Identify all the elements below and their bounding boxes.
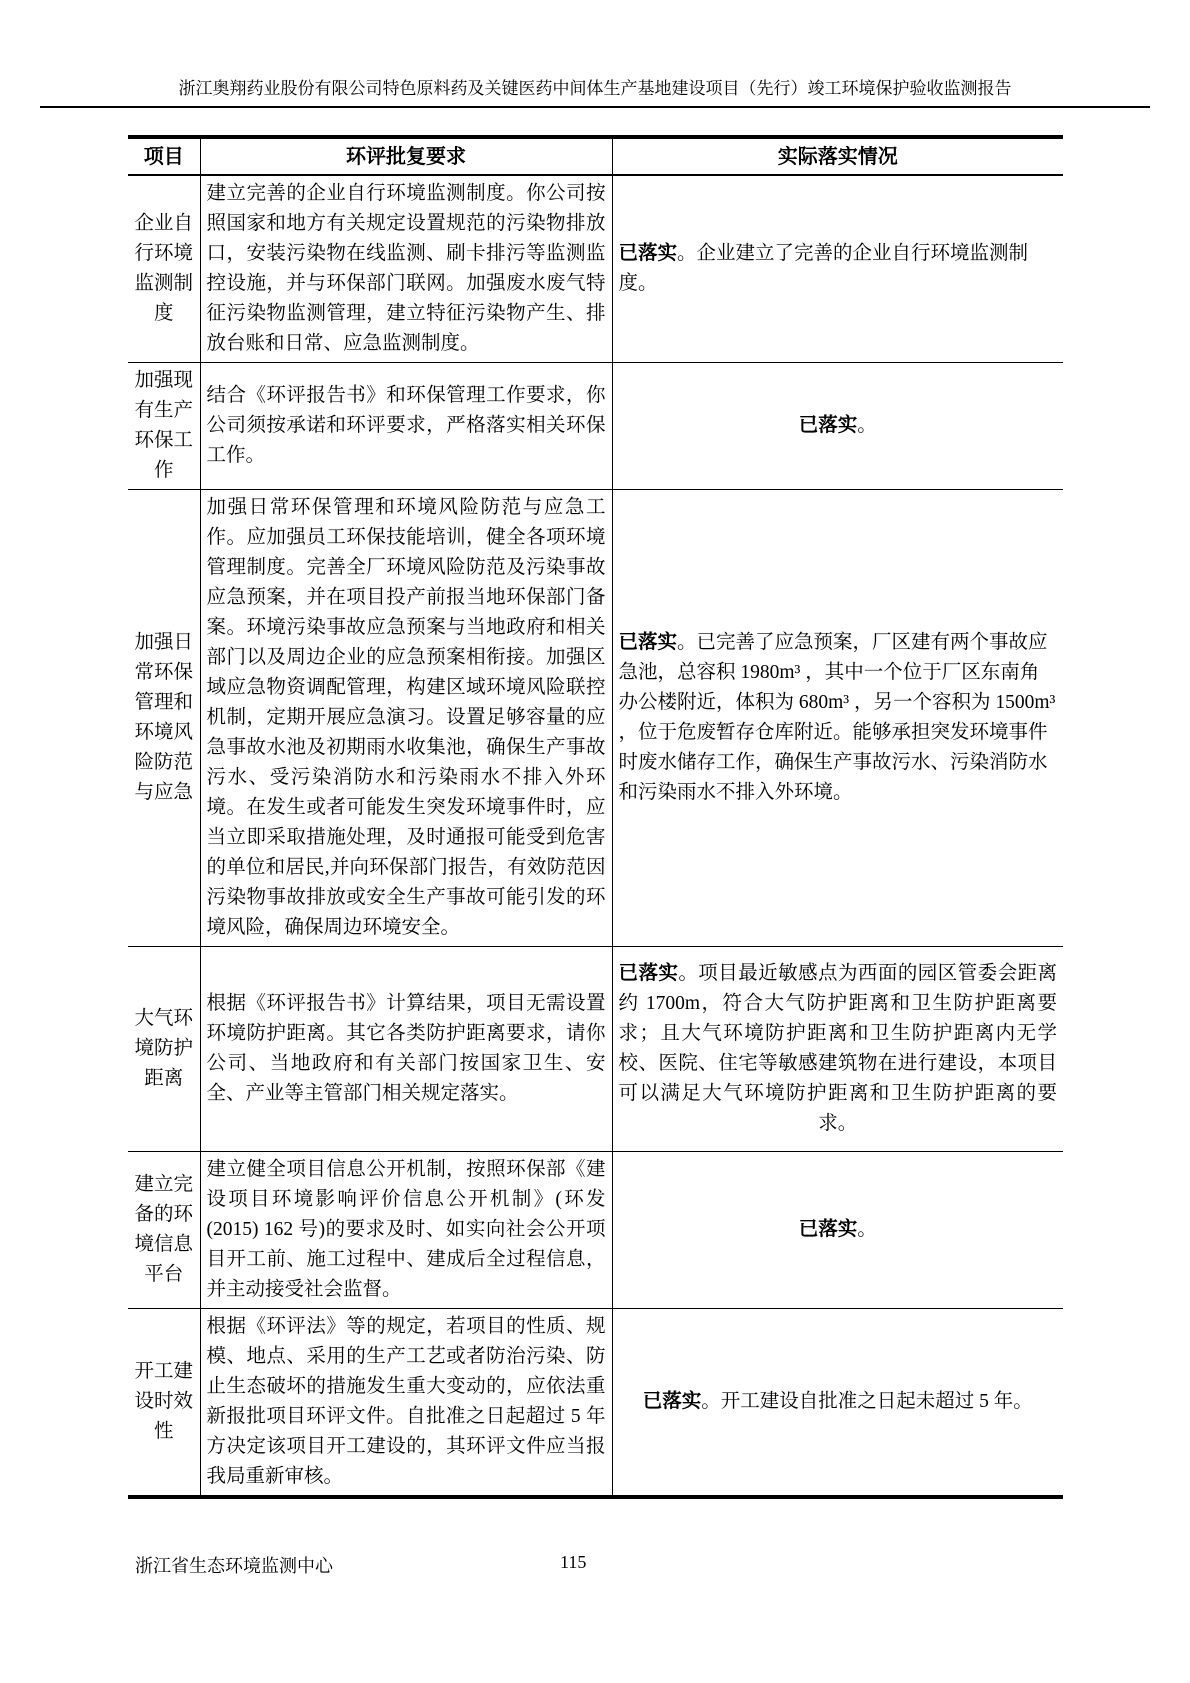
item-cell: 大气环境防护距离 [128, 947, 200, 1152]
status-cell [612, 490, 1063, 947]
table-row-risk-prevention-emergency [128, 490, 1063, 947]
status-cell [612, 1152, 1063, 1309]
page-number: 115 [560, 1552, 587, 1572]
requirement-cell: 加强日常环保管理和环境风险防范与应急工作。应加强员工环保技能培训，健全各项环境管理制度。完善全厂环境风险防范及污染事故应急预案，并在项目投产前报当地环保部门备案。环境污染事故应急预案与当地政府和相关部门以及周边企业的应急预案相衔接。加强区域应急物资调配管理，构建区域环境风险联控机制，定期开展应急演习。设置足够容量的应急事故水池及初期雨水收集池，确保生产事故污水、受污染消防水和污染雨水不排入外环境。在发生或者可能发生突发环境事件时，应当立即采取措施处理，及时通报可能受到危害的单位和居民,并向环保部门报告，有效防范因污染物事故排放或安全生产事故可能引发的环境风险，确保周边环境安全。 [200, 490, 612, 947]
status-detail: 。企业建立了完善的企业自行环境监测制度。 [618, 243, 1029, 294]
document-header-title: 浙江奥翔药业股份有限公司特色原料药及关键医药中间体生产基地建设项目（先行）竣工环境保护验收监测报告 [178, 79, 1012, 98]
status-cell [612, 1309, 1063, 1498]
status-label: 已落实 [618, 243, 678, 264]
status-label: 已落实 [798, 415, 858, 436]
status-label: 已落实 [642, 1391, 702, 1412]
table-row-construction-start-validity [128, 1309, 1063, 1498]
table-row-information-platform [128, 1152, 1063, 1309]
status-label: 已落实 [798, 1219, 858, 1240]
requirement-cell: 建立完善的企业自行环境监测制度。你公司按照国家和地方有关规定设置规范的污染物排放口，安装污染物在线监测、刷卡排污等监测监控设施，并与环保部门联网。加强废水废气特征污染物监测管理，建立特征污染物产生、排放台账和日常、应急监测制度。 [200, 175, 612, 363]
requirement-cell: 建立健全项目信息公开机制，按照环保部《建设项目环境影响评价信息公开机制》(环发 (2015) 162 号)的要求及时、如实向社会公开项目开工前、施工过程中、建成后全过程信息，并主动接受社会监督。 [200, 1152, 612, 1309]
table-row-strengthen-existing-work [128, 363, 1063, 490]
item-cell: 建立完备的环境信息平台 [128, 1152, 200, 1309]
item-cell: 企业自行环境监测制度 [128, 175, 200, 363]
item-cell: 开工建设时效性 [128, 1309, 200, 1498]
status-detail: 。开工建设自批准之日起未超过 5 年。 [701, 1391, 1033, 1412]
column-header-status: 实际落实情况 [612, 137, 1063, 175]
table-row-self-monitoring [128, 175, 1063, 363]
status-cell [612, 175, 1063, 363]
table-header-row [128, 137, 1063, 175]
header-divider [40, 106, 1150, 108]
eia-approval-table [128, 135, 1063, 1499]
requirement-cell: 根据《环评法》等的规定，若项目的性质、规模、地点、采用的生产工艺或者防治污染、防止生态破坏的措施发生重大变动的，应依法重新报批项目环评文件。自批准之日起超过 5 年方决定该项目开工建设的，其环评文件应当报我局重新审核。 [200, 1309, 612, 1498]
status-detail: 。项目最近敏感点为西面的园区管委会距离约 1700m，符合大气防护距离和卫生防护距离要求；且大气环境防护距离和卫生防护距离内无学校、医院、住宅等敏感建筑物在进行建设，本项目可以满足大气环境防护距离和卫生防护距离的要求。 [618, 963, 1057, 1134]
status-cell [612, 363, 1063, 490]
status-cell [612, 947, 1063, 1152]
item-cell: 加强日常环保管理和环境风险防范与应急 [128, 490, 200, 947]
status-detail: 。 [857, 1219, 877, 1240]
status-label: 已落实 [618, 963, 679, 984]
item-cell: 加强现有生产环保工作 [128, 363, 200, 490]
footer-organization: 浙江省生态环境监测中心 [135, 1556, 333, 1576]
table-row-atmospheric-protection-distance [128, 947, 1063, 1152]
status-detail: 。 [857, 415, 877, 436]
status-detail: 。已完善了应急预案，厂区建有两个事故应急池，总容积 1980m³ ，其中一个位于厂区东南角办公楼附近，体积为 680m³ ，另一个容积为 1500m³ ，位于危废暂存仓库附近。能够承担突发环境事件时废水储存工作，确保生产事故污水、污染消防水和污染雨水不排入外环境。 [618, 632, 1056, 803]
requirement-cell: 结合《环评报告书》和环保管理工作要求，你公司须按承诺和环评要求，严格落实相关环保工作。 [200, 363, 612, 490]
column-header-item: 项目 [128, 137, 200, 175]
requirement-cell: 根据《环评报告书》计算结果，项目无需设置环境防护距离。其它各类防护距离要求，请你公司、当地政府和有关部门按国家卫生、安全、产业等主管部门相关规定落实。 [200, 947, 612, 1152]
status-label: 已落实 [618, 632, 678, 653]
column-header-requirement: 环评批复要求 [200, 137, 612, 175]
